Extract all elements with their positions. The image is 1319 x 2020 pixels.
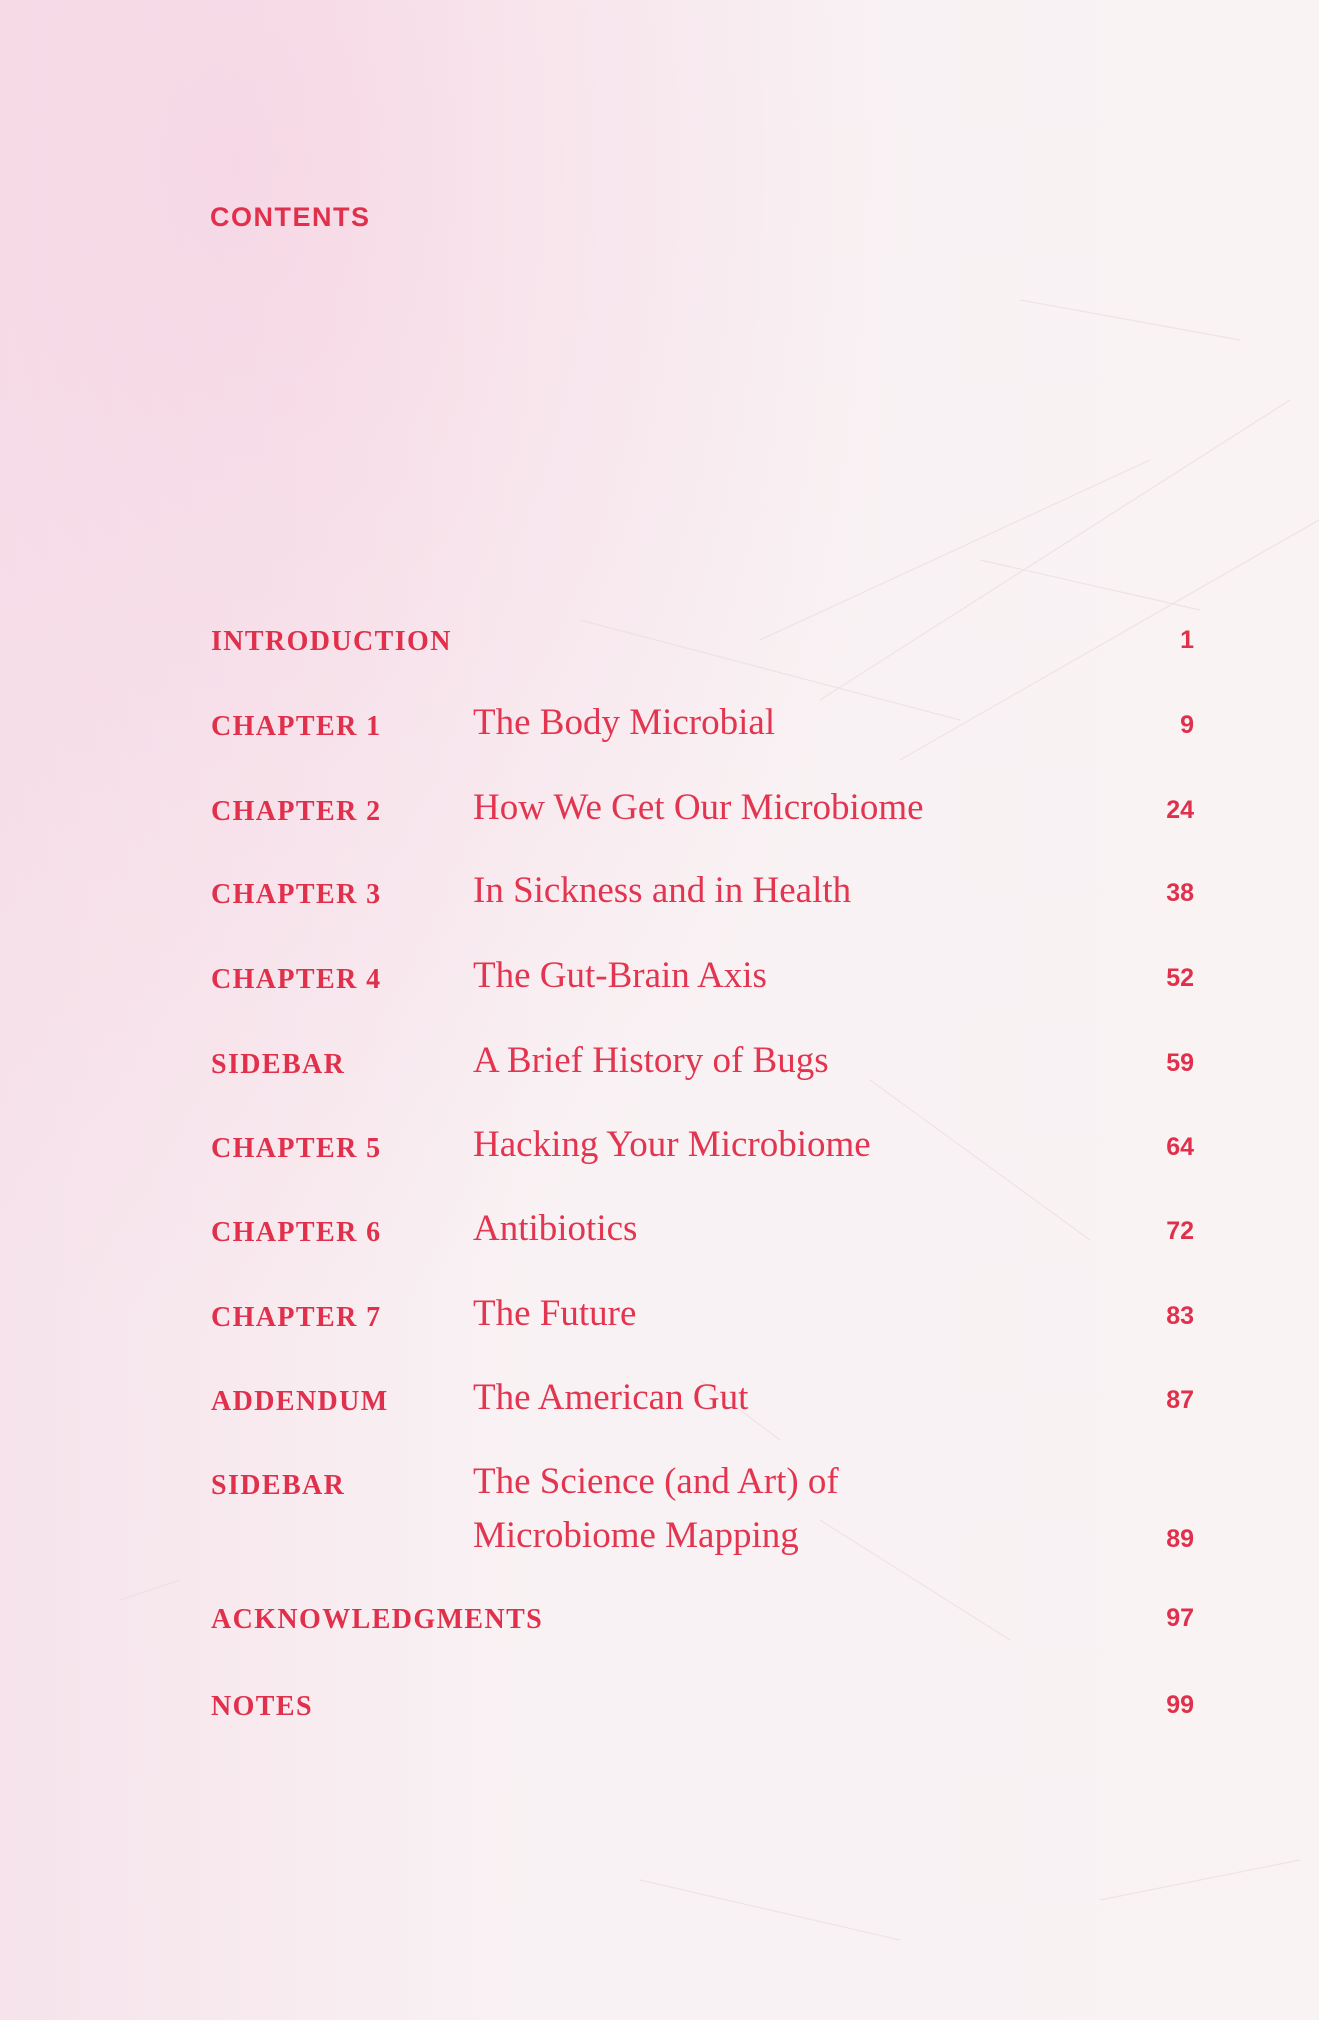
toc-page-number: 24	[1166, 796, 1194, 824]
toc-label: NOTES	[211, 1691, 313, 1722]
toc-page-number: 99	[1166, 1691, 1194, 1719]
toc-label: CHAPTER 1	[211, 711, 382, 742]
toc-label: CHAPTER 3	[211, 879, 382, 910]
toc-page-number: 9	[1180, 711, 1194, 739]
toc-label: CHAPTER 7	[211, 1302, 382, 1333]
toc-label: CHAPTER 4	[211, 964, 382, 995]
toc-label: INTRODUCTION	[211, 626, 452, 657]
toc-page-number: 1	[1180, 626, 1194, 654]
toc-title: Antibiotics	[473, 1208, 638, 1249]
toc-title: The Gut-Brain Axis	[473, 955, 767, 996]
toc-title: The American Gut	[473, 1377, 749, 1418]
contents-heading: CONTENTS	[210, 202, 371, 232]
toc-label: ACKNOWLEDGMENTS	[211, 1604, 544, 1635]
toc-title: The Body Microbial	[473, 702, 776, 743]
toc-title-line-1: The Science (and Art) of	[473, 1461, 839, 1502]
toc-page-number: 83	[1166, 1302, 1194, 1330]
toc-label: CHAPTER 6	[211, 1217, 382, 1248]
toc-title: A Brief History of Bugs	[473, 1040, 829, 1081]
toc-title: In Sickness and in Health	[473, 870, 852, 911]
toc-label: SIDEBAR	[211, 1470, 346, 1501]
toc-page-number: 64	[1166, 1133, 1194, 1161]
toc-title-line-2: Microbiome Mapping	[473, 1515, 799, 1556]
toc-page-number: 52	[1166, 964, 1194, 992]
toc-label: CHAPTER 5	[211, 1133, 382, 1164]
toc-title: How We Get Our Microbiome	[473, 787, 924, 828]
toc-label: ADDENDUM	[211, 1386, 389, 1417]
toc-title: The Future	[473, 1293, 637, 1334]
toc-page-number: 38	[1166, 879, 1194, 907]
toc-page-number: 72	[1166, 1217, 1194, 1245]
toc-page-number: 97	[1166, 1604, 1194, 1632]
toc-page-number: 87	[1166, 1386, 1194, 1414]
toc-page-number: 89	[1166, 1525, 1194, 1553]
toc-page-number: 59	[1166, 1049, 1194, 1077]
toc-label: SIDEBAR	[211, 1049, 346, 1080]
toc-title: Hacking Your Microbiome	[473, 1124, 871, 1165]
toc-label: CHAPTER 2	[211, 796, 382, 827]
